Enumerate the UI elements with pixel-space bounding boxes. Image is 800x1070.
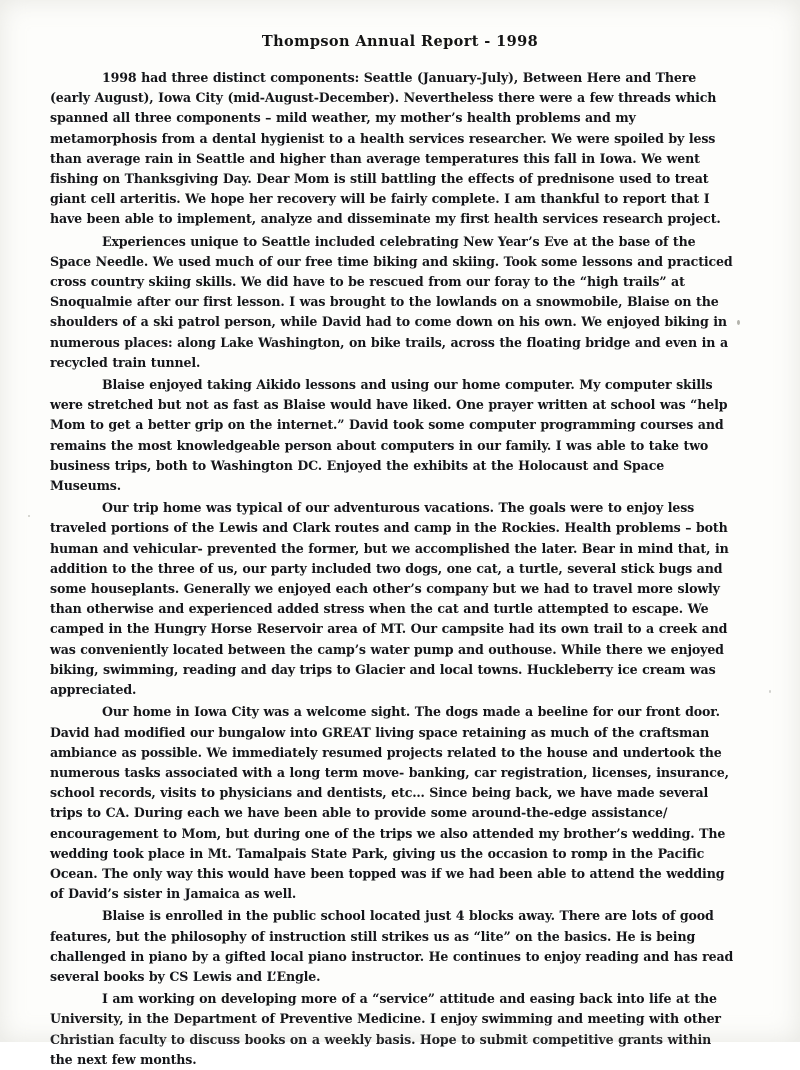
paragraph-3: Blaise enjoyed taking Aikido lessons and using our home computer. My computer skills were stretched but not as fast as Blaise would have liked. One prayer written at school was “help Mom to get a better grip on the internet.” David took some computer programming courses and remains the most knowledgeable person about computers in our family. I was able to take two business trips, both to Washington DC. Enjoyed the exhibits at the Holocaust and Space Museums. bbox=[50, 377, 728, 494]
paragraph-2: Experiences unique to Seattle included celebrating New Year’s Eve at the base of the Space Needle. We used much of our free time biking and skiing. Took some lessons and practiced cross country skiing skills. We did have to be rescued from our foray to the “high trails” at Snoqualmie after our first lesson. I was brought to the lowlands on a snowmobile, Blaise on the shoulders of a ski patrol person, while David had to come down on his own. We enjoyed biking in numerous places: along Lake Washington, on bike trails, across the floating bridge and even in a recycled train tunnel. bbox=[50, 233, 733, 370]
paragraph-4: Our trip home was typical of our adventurous vacations. The goals were to enjoy less traveled portions of the Lewis and Clark routes and camp in the Rockies. Health problems – both human and vehicular- prevented the former, but we accomplished the later. Bear in mind that, in addition to the three of us, our party included two dogs, one cat, a turtle, several stick bugs and some houseplants. Generally we enjoyed each other’s company but we had to travel more slowly than otherwise and experienced added stress when the cat and turtle attempted to escape. We camped in the Hungry Horse Reservoir area of MT. Our campsite had its own trail to a creek and was conveniently located between the camp’s water pump and outhouse. While there we enjoyed biking, swimming, reading and day trips to Glacier and local towns. Huckleberry ice cream was appreciated. bbox=[50, 500, 729, 698]
paragraph-5: Our home in Iowa City was a welcome sight. The dogs made a beeline for our front door. David had modified our bungalow into GREAT living space retaining as much of the craftsman ambiance as possible. We immediately resumed projects related to the house and undertook the numerous tasks associated with a long term move- banking, car registration, licenses, insurance, school records, visits to physicians and dentists, etc… Since being back, we have made several trips to CA. During each we have been able to provide some around-the-edge assistance/ encouragement to Mom, but during one of the trips we also attended my brother’s wedding. The wedding took place in Mt. Tamalpais State Park, giving us the occasion to romp in the Pacific Ocean. The only way this would have been topped was if we had been able to attend the wedding of David’s sister in Jamaica as well. bbox=[50, 704, 729, 902]
paragraph-1: 1998 had three distinct components: Seattle (January-July), Between Here and There (early August), Iowa City (mid-August-December). Nevertheless there were a few threads which spanned all three components – mild weather, my mother’s health problems and my metamorphosis from a dental hygienist to a health services researcher. We were spoiled by less than average rain in Seattle and higher than average temperatures this fall in Iowa. We went fishing on Thanksgiving Day. Dear Mom is still battling the effects of prednisone used to treat giant cell arteritis. We hope her recovery will be fairly complete. I am thankful to report that I have been able to implement, analyze and disseminate my first health services research project. bbox=[50, 70, 721, 227]
paragraph-7: I am working on developing more of a “service” attitude and easing back into life at the University, in the Department of Preventive Medicine. I enjoy swimming and meeting with other Christian faculty to discuss books on a weekly basis. Hope to submit competitive grants within the next few months. bbox=[50, 991, 721, 1067]
scan-speck bbox=[28, 515, 30, 517]
page-title: Thompson Annual Report - 1998 bbox=[261, 33, 539, 50]
scan-speck bbox=[737, 320, 740, 325]
paragraph-6: Blaise is enrolled in the public school located just 4 blocks away. There are lots of good features, but the philosophy of instruction still strikes us as “lite” on the basics. He is being challenged in piano by a gifted local piano instructor. He continues to enjoy reading and has read several books by CS Lewis and L’Engle. bbox=[50, 908, 734, 984]
document-body bbox=[0, 50, 800, 1070]
scan-speck bbox=[769, 690, 771, 693]
